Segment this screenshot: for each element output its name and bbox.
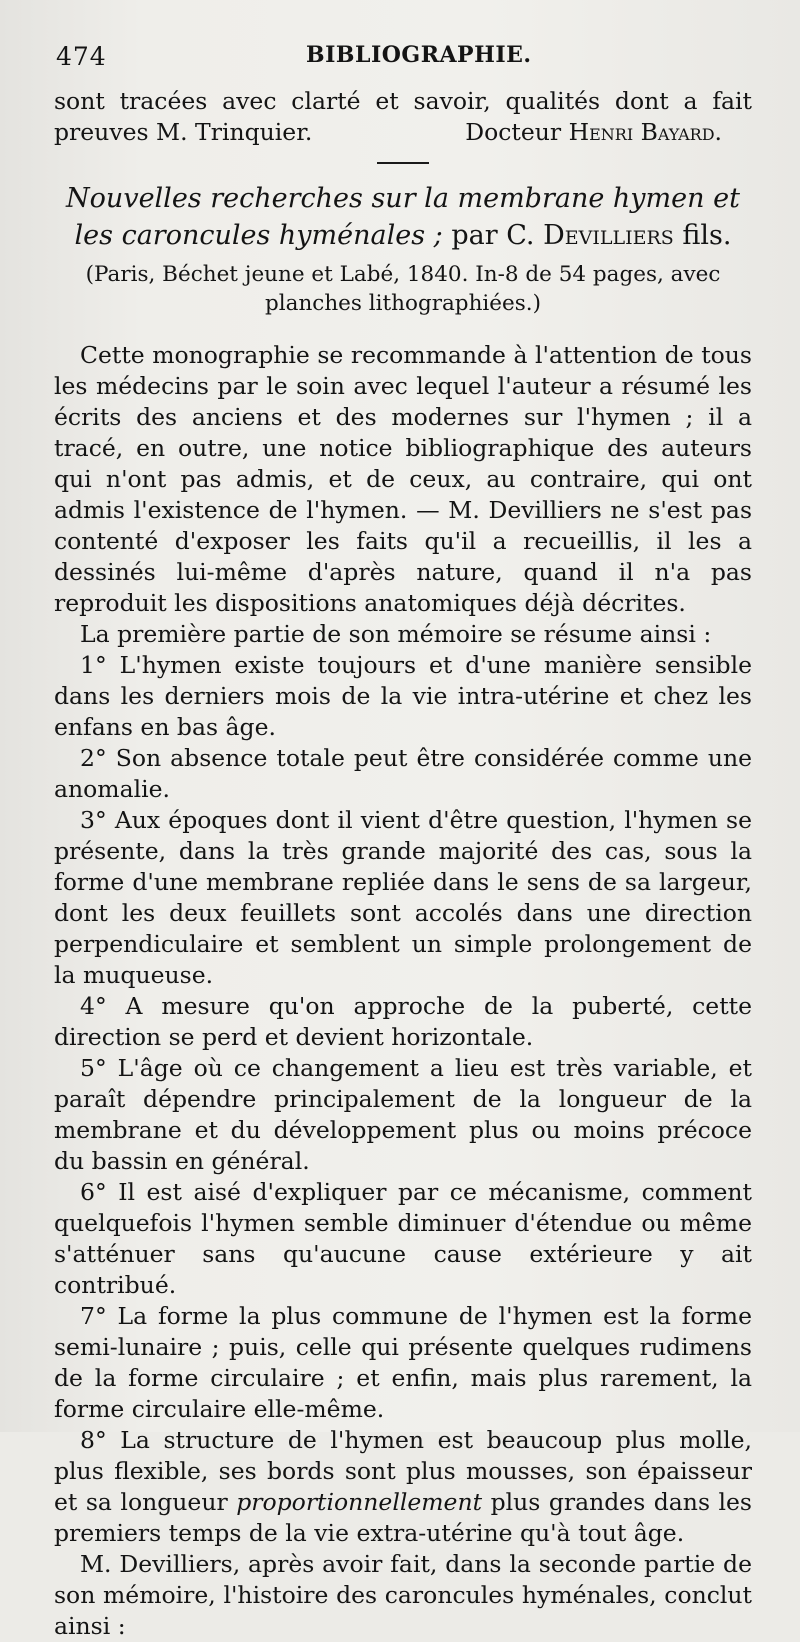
conclusion-lead: M. Devilliers, après avoir fait, dans la seconde partie de son mémoire, l'histoire des caroncules hyménales, conclut ainsi : [54,1550,752,1640]
point-2: 2° Son absence totale peut être considérée comme une anomalie. [54,744,752,803]
point-7: 7° La forme la plus commune de l'hymen est la forme semi-lunaire ; puis, celle qui présente quelques rudimens de la forme circulaire ; et enfin, mais plus rarement, la forme circulaire elle-même. [54,1302,752,1423]
review-intro: Cette monographie se recommande à l'attention de tous les médecins par le soin avec lequel l'auteur a résumé les écrits des anciens et des modernes sur l'hymen ; il a tracé, en outre, une notice bibliographique des auteurs qui n'ont pas admis, et de ceux, au contraire, qui ont admis l'existence de l'hymen. — M. Devilliers ne s'est pas contenté d'exposer les faits qu'il a recueillis, il les a dessinés lui-même d'après nature, quand il n'a pas reproduit les dispositions anatomiques déjà décrites. [54,341,752,617]
point-6: 6° Il est aisé d'expliquer par ce mécanisme, comment quelquefois l'hymen semble diminuer d'étendue ou même s'atténuer sans qu'aucune cause extérieure y ait contribué. [54,1178,752,1299]
book-title-by: par C. [451,220,535,251]
book-title-italic: Nouvelles recherches sur la membrane hymen et les caroncules hyménales ; [66,183,740,251]
point-1: 1° L'hymen existe toujours et d'une manière sensible dans les derniers mois de la vie intra-utérine et chez les enfans en bas âge. [54,651,752,741]
previous-review-ending: sont tracées avec clarté et savoir, qualités dont a fait preuves M. Trinquier. [54,87,752,146]
publication-info: (Paris, Béchet jeune et Labé, 1840. In-8 de 54 pages, avec planches lithographiées.) [85,262,721,316]
running-head: BIBLIOGRAPHIE. [306,42,532,68]
point-8-end: plus grandes dans les premiers temps de la vie extra-utérine qu'à tout âge. [54,1488,752,1547]
summary-lead: La première partie de son mémoire se résume ainsi : [80,620,712,648]
book-title [64,180,742,254]
point-5: 5° L'âge où ce changement a lieu est très variable, et paraît dépendre principalement de la longueur de la membrane et du développement plus ou moins précoce du bassin en général. [54,1054,752,1175]
page-number: 474 [56,42,107,71]
point-8 [54,1425,752,1549]
signature-prefix: Docteur [465,118,562,146]
book-author-suffix: fils. [682,220,732,251]
point-8-italic: proportionnellement [236,1488,483,1516]
point-8-start: 8° La structure de l'hymen est beaucoup plus molle, plus flexible, ses bords sont plus mousses, son épaisseur et sa longueur [54,1426,752,1516]
point-4: 4° A mesure qu'on approche de la puberté, cette direction se perd et devient horizontale. [54,992,752,1051]
book-author: Devilliers [543,220,674,251]
section-divider [377,162,429,164]
signature-name: Henri Bayard. [568,118,722,146]
page-content [54,86,752,1642]
page-header [56,38,750,78]
point-3: 3° Aux époques dont il vient d'être question, l'hymen se présente, dans la très grande majorité des cas, sous la forme d'une membrane repliée dans le sens de sa largeur, dont les deux feuillets sont accolés dans une direction perpendiculaire et semblent un simple prolongement de la muqueuse. [54,806,752,989]
